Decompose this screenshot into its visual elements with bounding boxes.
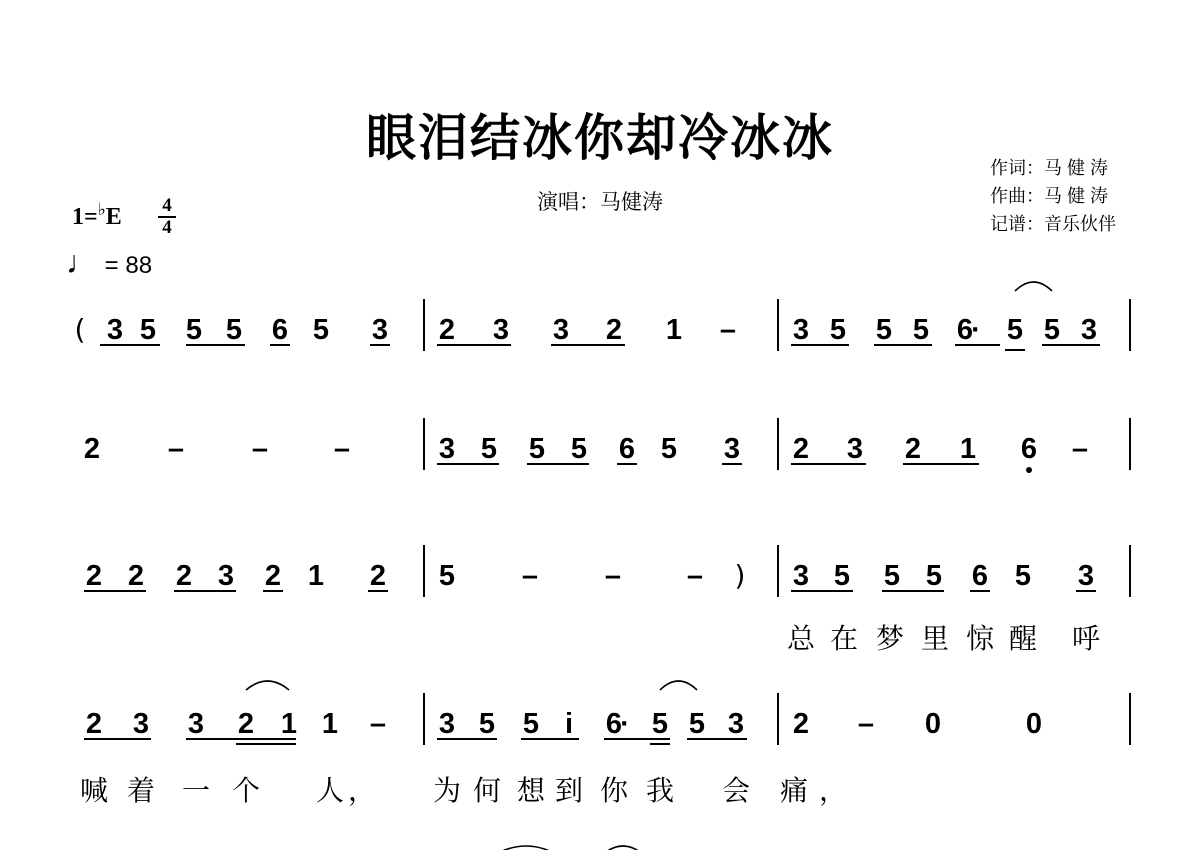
note-number: 5 <box>833 560 851 592</box>
note-number: 5 <box>139 314 157 346</box>
note-number: 0 <box>1025 708 1043 740</box>
slur <box>246 681 289 690</box>
note-number: 6 <box>956 314 974 346</box>
dash-note: – <box>521 560 539 592</box>
note-number: 5 <box>912 314 930 346</box>
dash-note: – <box>719 314 737 346</box>
low-octave-dot <box>1026 467 1032 473</box>
note-number: 5 <box>651 708 669 740</box>
parenthesis: ) <box>734 559 746 592</box>
note-number: 2 <box>792 433 810 465</box>
note-number: 5 <box>1006 314 1024 346</box>
note-number: 1 <box>321 708 339 740</box>
note-number: 5 <box>478 708 496 740</box>
lyric-char: 惊 <box>965 622 995 655</box>
note-number: 3 <box>438 433 456 465</box>
lyric-char: 为 <box>432 774 462 807</box>
note-number: 6 <box>605 708 623 740</box>
flat-symbol: ♭ <box>97 200 106 219</box>
note-number: 3 <box>132 708 150 740</box>
note-number: 2 <box>605 314 623 346</box>
note-number: 6 <box>971 560 989 592</box>
note-number: 1 <box>959 433 977 465</box>
lyric-char: 呼 <box>1071 622 1101 655</box>
slur <box>606 846 640 850</box>
slur <box>1015 282 1052 291</box>
dash-note: – <box>604 560 622 592</box>
composer-credit: 作曲：马 健 涛 <box>990 186 1109 206</box>
transcriber-credit: 记谱：音乐伙伴 <box>990 214 1116 234</box>
note-number: 2 <box>85 560 103 592</box>
note-number: 1 <box>280 708 298 740</box>
parenthesis: ( <box>74 313 86 346</box>
lyric-char: 总 <box>786 622 816 655</box>
lyric-char: 个 <box>231 774 261 807</box>
lyric-char: 我 <box>645 774 675 807</box>
note-number: 3 <box>1077 560 1095 592</box>
lyric-char: 在 <box>829 622 859 655</box>
lyric-char: 喊 <box>79 774 109 807</box>
lyric-char: 你 <box>599 774 629 807</box>
lyric-char: 梦 <box>875 622 905 655</box>
key-prefix: 1= <box>72 204 98 230</box>
note-number: 5 <box>225 314 243 346</box>
lyric-char: 着 <box>126 774 156 807</box>
note-number: 0 <box>924 708 942 740</box>
lyric-char: 里 <box>920 622 950 655</box>
lyric-char: 人 <box>315 774 345 807</box>
note-number: 5 <box>688 708 706 740</box>
note-number: 2 <box>264 560 282 592</box>
note-number: 1 <box>307 560 325 592</box>
dash-note: – <box>686 560 704 592</box>
note-number: 5 <box>438 560 456 592</box>
singer-credit: 演唱：马健涛 <box>537 191 663 214</box>
lyric-char: 醒 <box>1008 622 1038 655</box>
lyric-char: 想 <box>516 774 546 807</box>
note-number: 5 <box>1043 314 1061 346</box>
note-number: 3 <box>217 560 235 592</box>
lyric-char: 痛 <box>779 774 809 807</box>
lyricist-credit: 作词：马 健 涛 <box>990 158 1109 178</box>
note-number: 3 <box>371 314 389 346</box>
time-signature-bottom: 4 <box>162 217 172 238</box>
dash-note: – <box>333 433 351 465</box>
note-number: 5 <box>660 433 678 465</box>
note-number: 6 <box>271 314 289 346</box>
dash-note: – <box>167 433 185 465</box>
slur <box>660 681 697 690</box>
dash-note: – <box>251 433 269 465</box>
note-number: 5 <box>875 314 893 346</box>
dash-note: – <box>369 708 387 740</box>
note-number: 3 <box>106 314 124 346</box>
dot-mark: · <box>971 314 981 346</box>
note-number: 3 <box>552 314 570 346</box>
slur <box>500 846 552 850</box>
lyric-char: ， <box>347 774 377 807</box>
note-number: 2 <box>85 708 103 740</box>
note-number: 1 <box>665 314 683 346</box>
note-number: 5 <box>528 433 546 465</box>
note-number: 6 <box>1020 433 1038 465</box>
lyric-char: 到 <box>554 774 584 807</box>
lyric-char: 何 <box>472 774 502 807</box>
quarter-note-icon: ♩ <box>66 244 98 280</box>
lyric-char: ， <box>818 774 848 807</box>
song-title: 眼泪结冰你却冷冰冰 <box>366 108 834 167</box>
note-number: 5 <box>312 314 330 346</box>
score-layer <box>75 282 1130 850</box>
note-number: 2 <box>175 560 193 592</box>
note-number: 6 <box>618 433 636 465</box>
note-number: 3 <box>1080 314 1098 346</box>
note-number: 3 <box>438 708 456 740</box>
note-number: 2 <box>83 433 101 465</box>
note-number: 3 <box>846 433 864 465</box>
dot-mark: · <box>620 708 630 740</box>
note-number: 5 <box>570 433 588 465</box>
note-number: 2 <box>127 560 145 592</box>
tempo-value: = 88 <box>104 252 153 279</box>
note-number: 2 <box>904 433 922 465</box>
note-number: 5 <box>925 560 943 592</box>
lyric-char: 一 <box>181 774 211 807</box>
note-number: 2 <box>792 708 810 740</box>
note-number: 2 <box>438 314 456 346</box>
note-number: 3 <box>187 708 205 740</box>
note-number: 3 <box>792 314 810 346</box>
note-number: 5 <box>522 708 540 740</box>
note-number: i <box>564 708 574 740</box>
lyric-char: 会 <box>721 774 751 807</box>
note-number: 5 <box>185 314 203 346</box>
key-letter: E <box>105 204 122 230</box>
note-number: 3 <box>727 708 745 740</box>
note-number: 2 <box>369 560 387 592</box>
note-number: 5 <box>1014 560 1032 592</box>
dash-note: – <box>857 708 875 740</box>
note-number: 5 <box>480 433 498 465</box>
note-number: 3 <box>723 433 741 465</box>
note-number: 2 <box>237 708 255 740</box>
time-signature-top: 4 <box>162 195 172 216</box>
note-number: 5 <box>883 560 901 592</box>
note-number: 3 <box>492 314 510 346</box>
dash-note: – <box>1071 433 1089 465</box>
note-number: 5 <box>829 314 847 346</box>
note-number: 3 <box>792 560 810 592</box>
